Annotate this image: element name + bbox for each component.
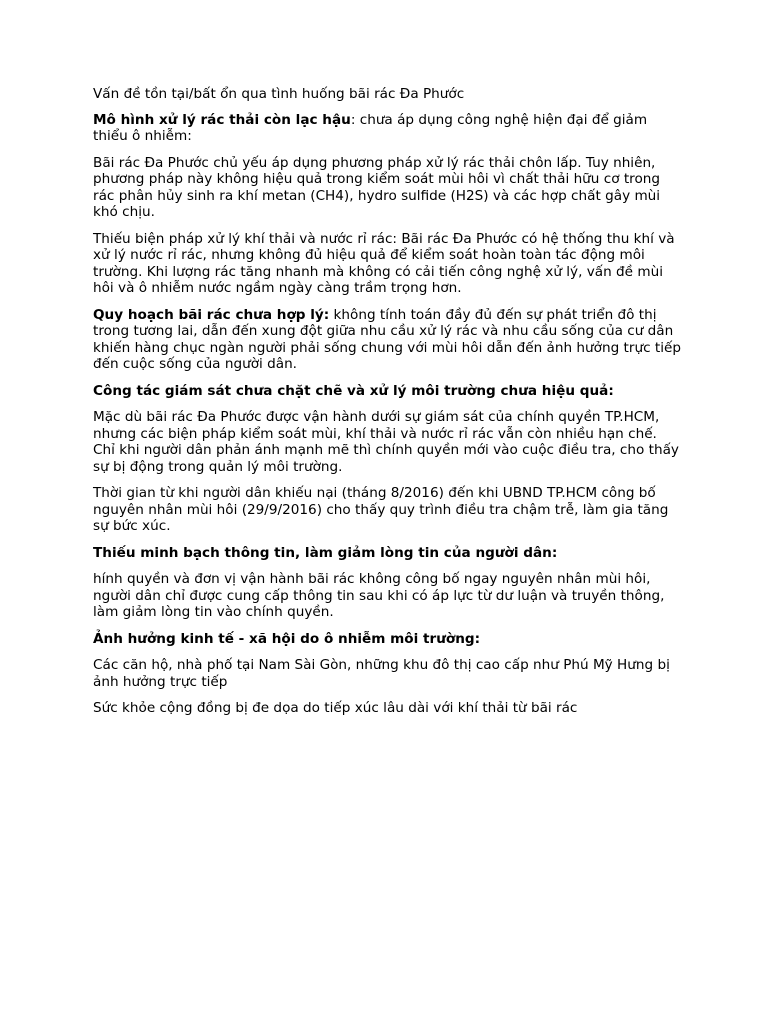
heading-planning: Quy hoạch bãi rác chưa hợp lý: xyxy=(93,306,330,323)
paragraph-planning xyxy=(93,307,683,373)
paragraph-public-health: Sức khỏe cộng đồng bị đe dọa do tiếp xúc lâu dài với khí thải từ bãi rác xyxy=(93,700,578,716)
paragraph-outdated-model xyxy=(93,112,683,145)
heading-outdated-model: Mô hình xử lý rác thải còn lạc hậu xyxy=(93,111,351,128)
text-planning: không tính toán đầy đủ đến sự phát triển đô thị trong tương lai, dẫn đến xung đột giữa nhu cầu xử lý rác và nhu cầu sống của cư dân khiến hàng chục ngàn người phải sống chung với mùi hôi dẫn đến ảnh hưởng trực tiếp đến cuộc sống của người dân. xyxy=(93,306,681,372)
document-title: Vấn đề tồn tại/bất ổn qua tình huống bãi rác Đa Phước xyxy=(93,86,465,102)
paragraph-transparency: hính quyền và đơn vị vận hành bãi rác không công bố ngay nguyên nhân mùi hôi, người dân chỉ được cung cấp thông tin sau khi có áp lực từ dư luận và truyền thông, làm giảm lòng tin vào chính quyền. xyxy=(93,571,665,620)
paragraph-lack-treatment: Thiếu biện pháp xử lý khí thải và nước rỉ rác: Bãi rác Đa Phước có hệ thống thu khí và xử lý nước rỉ rác, nhưng không đủ hiệu quả để kiểm soát hoàn toàn tác động môi trường. Khi lượng rác tăng nhanh mà không có cải tiến công nghệ xử lý, vấn đề mùi hôi và ô nhiễm nước ngầm ngày càng trầm trọng hơn. xyxy=(93,230,675,296)
heading-transparency: Thiếu minh bạch thông tin, làm giảm lòng tin của người dân: xyxy=(93,544,558,561)
heading-supervision: Công tác giám sát chưa chặt chẽ và xử lý môi trường chưa hiệu quả: xyxy=(93,382,614,399)
paragraph-timeline: Thời gian từ khi người dân khiếu nại (tháng 8/2016) đến khi UBND TP.HCM công bố nguyên nhân mùi hôi (29/9/2016) cho thấy quy trình điều tra chậm trễ, làm gia tăng sự bức xúc. xyxy=(93,485,669,534)
heading-socioeconomic: Ảnh hưởng kinh tế - xã hội do ô nhiễm môi trường: xyxy=(93,630,481,647)
paragraph-affected-areas: Các căn hộ, nhà phố tại Nam Sài Gòn, những khu đô thị cao cấp như Phú Mỹ Hưng bị ảnh hưởng trực tiếp xyxy=(93,657,670,690)
paragraph-landfill-method: Bãi rác Đa Phước chủ yếu áp dụng phương pháp xử lý rác thải chôn lấp. Tuy nhiên, phương pháp này không hiệu quả trong kiểm soát mùi hôi vì chất thải hữu cơ trong rác phân hủy sinh ra khí metan (CH4), hydro sulfide (H2S) và các hợp chất gây mùi khó chịu. xyxy=(93,154,661,220)
document-page xyxy=(93,86,683,727)
text-outdated-model: : chưa áp dụng công nghệ hiện đại để giảm thiểu ô nhiễm: xyxy=(93,111,648,144)
paragraph-supervision: Mặc dù bãi rác Đa Phước được vận hành dưới sự giám sát của chính quyền TP.HCM, nhưng các biện pháp kiểm soát mùi, khí thải và nước rỉ rác vẫn còn nhiều hạn chế. Chỉ khi người dân phản ánh mạnh mẽ thì chính quyền mới vào cuộc điều tra, cho thấy sự bị động trong quản lý môi trường. xyxy=(93,409,679,475)
